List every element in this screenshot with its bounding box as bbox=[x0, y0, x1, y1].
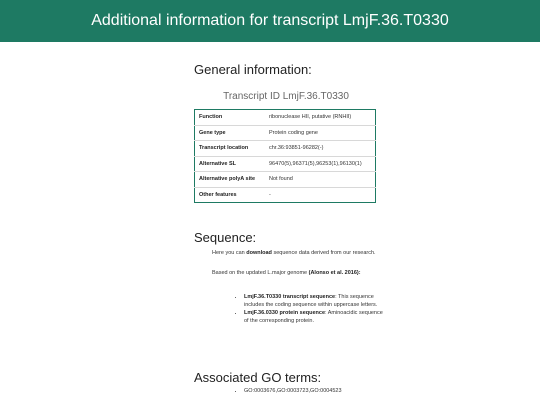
alonso-reference-link[interactable]: (Alonso et al. 2016): bbox=[308, 270, 361, 276]
general-info-heading: General information: bbox=[194, 62, 312, 77]
transcript-id-title: Transcript ID LmjF.36.T0330 bbox=[223, 91, 349, 102]
row-value: - bbox=[269, 191, 271, 198]
intro-text-end: sequence data derived from our research. bbox=[271, 250, 376, 256]
intro-text: Here you can bbox=[212, 250, 247, 256]
table-row bbox=[195, 110, 376, 126]
page-header bbox=[0, 0, 540, 42]
protein-sequence-link[interactable]: LmjF.36.0330 protein sequence bbox=[244, 310, 326, 316]
go-terms-item: • GO:0003676,GO:0003723,GO:0004523 bbox=[244, 388, 384, 396]
go-terms-list bbox=[236, 388, 384, 397]
row-key: Alternative polyA site bbox=[195, 172, 266, 188]
reference-text: Based on the updated L.major genome bbox=[212, 270, 309, 276]
row-key: Other features bbox=[199, 191, 237, 198]
table-row bbox=[195, 172, 376, 188]
row-value: chr.36:93851-96282(-) bbox=[265, 141, 376, 157]
sequence-intro bbox=[212, 249, 377, 258]
row-value: Protein coding gene bbox=[265, 125, 376, 141]
list-item bbox=[244, 294, 384, 309]
row-key: Gene type bbox=[195, 125, 266, 141]
row-value: 96470(5),96371(5),96253(1),96130(1) bbox=[265, 156, 376, 172]
info-table bbox=[194, 109, 376, 203]
sequence-heading: Sequence: bbox=[194, 230, 257, 245]
row-value: Not found bbox=[265, 172, 376, 188]
table-row bbox=[195, 141, 376, 157]
sequence-list bbox=[236, 294, 384, 326]
row-value: ribonuclease HII, putative (RNHII) bbox=[265, 110, 376, 126]
table-row bbox=[195, 125, 376, 141]
list-item bbox=[244, 310, 384, 325]
row-key: Transcript location bbox=[195, 141, 266, 157]
transcript-sequence-link[interactable]: LmjF.36.T0330 transcript sequence bbox=[244, 294, 336, 300]
table-row bbox=[195, 156, 376, 172]
page-title: Additional information for transcript LmjF.36.T0330 bbox=[91, 12, 449, 29]
row-key: Function bbox=[195, 110, 266, 126]
download-link[interactable]: download bbox=[246, 250, 272, 256]
table-row bbox=[195, 187, 376, 203]
row-key: Alternative SL bbox=[195, 156, 266, 172]
main-content bbox=[0, 42, 540, 405]
genome-reference bbox=[212, 269, 377, 278]
item-description: : This sequence includes the coding sequence within uppercase letters. bbox=[244, 294, 378, 308]
go-terms-heading: Associated GO terms: bbox=[194, 370, 322, 385]
item-description: : Aminoacidic sequence of the corresponding protein. bbox=[244, 310, 383, 324]
